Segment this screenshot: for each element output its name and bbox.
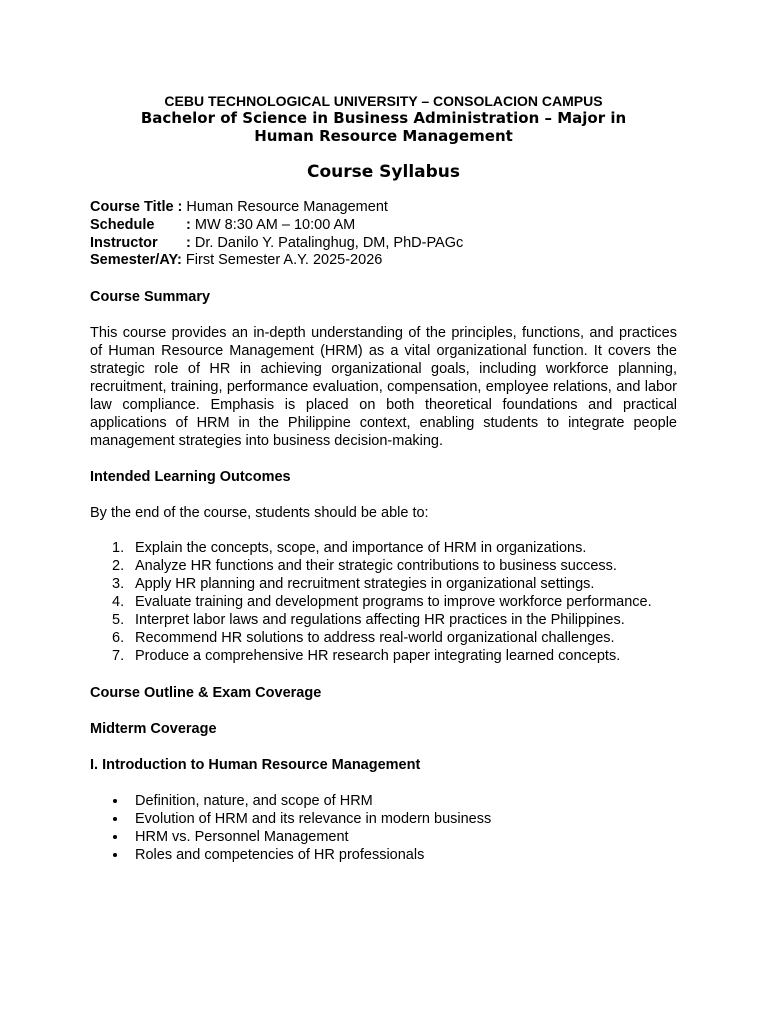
course-title-label: Course Title :	[90, 199, 183, 215]
learning-outcomes-intro: By the end of the course, students should be able to:	[90, 505, 429, 522]
course-title-value: Human Resource Management	[186, 199, 388, 215]
list-item-number: 3.	[112, 576, 125, 592]
schedule-value: MW 8:30 AM – 10:00 AM	[194, 216, 356, 233]
bullet-icon	[113, 835, 117, 839]
list-item-text: Apply HR planning and recruitment strategies in organizational settings.	[135, 576, 595, 592]
list-item-number: 6.	[112, 629, 125, 646]
list-item-number: 7.	[112, 647, 125, 664]
list-item	[90, 540, 677, 558]
list-item-text: Roles and competencies of HR professionals	[135, 846, 425, 863]
document-header	[90, 92, 677, 145]
instructor-label: Instructor	[90, 234, 158, 251]
document-title: Course Syllabus	[306, 162, 461, 182]
list-item-text: Produce a comprehensive HR research paper integrating learned concepts.	[135, 647, 621, 664]
list-item-number: 4.	[112, 593, 125, 610]
list-item-text: Interpret labor laws and regulations affecting HR practices in the Philippines.	[135, 611, 625, 628]
instructor-row	[90, 235, 677, 253]
list-item-text: Evaluate training and development programs to improve workforce performance.	[135, 593, 652, 610]
midterm-coverage-heading: Midterm Coverage	[90, 720, 217, 737]
list-item	[90, 846, 677, 864]
list-item-text: Definition, nature, and scope of HRM	[135, 792, 373, 809]
semester-row	[90, 252, 677, 270]
list-item-text: Analyze HR functions and their strategic contributions to business success.	[135, 558, 617, 575]
list-item-text: Recommend HR solutions to address real-world organizational challenges.	[135, 629, 615, 646]
list-item-text: HRM vs. Personnel Management	[135, 828, 349, 845]
semester-value: First Semester A.Y. 2025-2026	[185, 252, 383, 269]
list-item-text: Explain the concepts, scope, and importance of HRM in organizations.	[135, 540, 587, 557]
unit-1-heading: I. Introduction to Human Resource Management	[90, 756, 421, 773]
program-name: Bachelor of Science in Business Administration – Major in Human Resource Management	[140, 109, 627, 145]
list-item	[90, 828, 677, 846]
list-item	[90, 648, 677, 666]
list-item-number: 5.	[112, 611, 125, 628]
schedule-colon: :	[186, 216, 191, 233]
list-item	[90, 576, 677, 594]
unit-1-topics-list	[90, 792, 677, 864]
list-item	[90, 594, 677, 612]
list-item-number: 1.	[112, 540, 125, 557]
semester-label: Semester/AY:	[90, 252, 182, 269]
learning-outcomes-heading: Intended Learning Outcomes	[90, 469, 291, 486]
course-summary-heading: Course Summary	[90, 289, 211, 306]
instructor-colon: :	[186, 234, 191, 251]
syllabus-page	[90, 92, 677, 864]
bullet-icon	[113, 853, 117, 857]
bullet-icon	[113, 799, 117, 803]
list-item	[90, 630, 677, 648]
learning-outcomes-list	[90, 540, 677, 665]
bullet-icon	[113, 817, 117, 821]
course-title-row	[90, 199, 677, 217]
university-name: CEBU TECHNOLOGICAL UNIVERSITY – CONSOLACION CAMPUS	[164, 93, 603, 109]
list-item	[90, 612, 677, 630]
course-summary-text: This course provides an in-depth understanding of the principles, functions, and practices of Human Resource Management (HRM) as a vital organizational function. It covers the strategic role of HR in achieving organizational goals, including workforce planning, recruitment, training, performance evaluation, compensation, employee relations, and labor law compliance. Emphasis is placed on both theoretical foundations and practical applications of HRM in the Philippine context, enabling students to integrate people management strategies into business decision-making.	[90, 325, 677, 450]
list-item	[90, 792, 677, 810]
course-outline-heading: Course Outline & Exam Coverage	[90, 684, 322, 701]
schedule-label: Schedule	[90, 216, 155, 233]
list-item-text: Evolution of HRM and its relevance in modern business	[135, 810, 492, 827]
list-item-number: 2.	[112, 558, 125, 575]
course-info-block	[90, 199, 677, 270]
instructor-value: Dr. Danilo Y. Patalinghug, DM, PhD-PAGc	[194, 234, 464, 251]
list-item	[90, 810, 677, 828]
schedule-row	[90, 217, 677, 235]
list-item	[90, 558, 677, 576]
